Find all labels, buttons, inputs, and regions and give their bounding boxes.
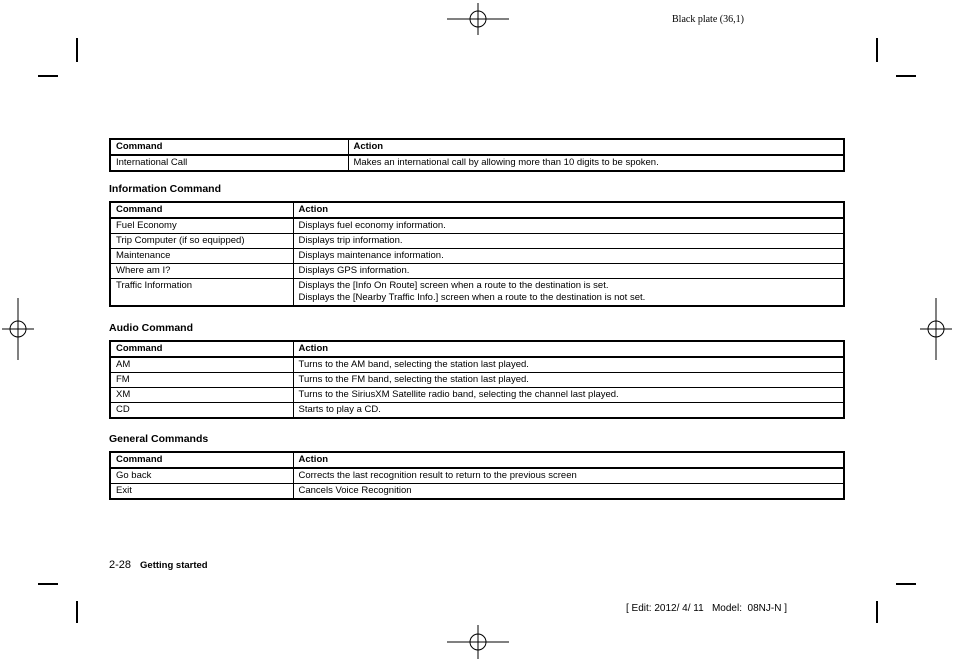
table-header-row bbox=[110, 341, 844, 357]
action-line: Displays the [Nearby Traffic Info.] screen when a route to the destination is not set. bbox=[298, 292, 646, 303]
table-header-row bbox=[110, 202, 844, 218]
table-row bbox=[110, 234, 844, 249]
table-header-row bbox=[110, 452, 844, 468]
information-command-table bbox=[109, 201, 845, 307]
table-row bbox=[110, 249, 844, 264]
column-header-action: Action bbox=[293, 202, 844, 218]
command-cell: Exit bbox=[110, 484, 293, 500]
table-row bbox=[110, 403, 844, 419]
table-row bbox=[110, 218, 844, 234]
table-row bbox=[110, 468, 844, 484]
registration-mark-right-icon bbox=[920, 298, 952, 360]
action-cell bbox=[293, 279, 844, 307]
command-cell: Where am I? bbox=[110, 264, 293, 279]
column-header-command: Command bbox=[110, 341, 293, 357]
command-cell: XM bbox=[110, 388, 293, 403]
crop-mark-top-right-h bbox=[896, 75, 916, 77]
general-command-table bbox=[109, 451, 845, 500]
action-cell: Displays fuel economy information. bbox=[293, 218, 844, 234]
table-row bbox=[110, 484, 844, 500]
footer-section-title: Getting started bbox=[140, 560, 208, 571]
action-cell: Turns to the SiriusXM Satellite radio band, selecting the channel last played. bbox=[293, 388, 844, 403]
command-cell: Trip Computer (if so equipped) bbox=[110, 234, 293, 249]
command-cell: Fuel Economy bbox=[110, 218, 293, 234]
command-cell: International Call bbox=[110, 155, 348, 171]
table-row bbox=[110, 155, 844, 171]
column-header-command: Command bbox=[110, 452, 293, 468]
command-cell: CD bbox=[110, 403, 293, 419]
column-header-command: Command bbox=[110, 139, 348, 155]
action-cell: Turns to the FM band, selecting the station last played. bbox=[293, 373, 844, 388]
column-header-command: Command bbox=[110, 202, 293, 218]
crop-mark-top-left-h bbox=[38, 75, 58, 77]
command-cell: AM bbox=[110, 357, 293, 373]
page-number: 2-28 bbox=[109, 559, 132, 571]
table-header-row bbox=[110, 139, 844, 155]
page-footer bbox=[109, 559, 208, 571]
column-header-action: Action bbox=[293, 452, 844, 468]
section-heading-information: Information Command bbox=[109, 183, 221, 195]
action-cell: Cancels Voice Recognition bbox=[293, 484, 844, 500]
command-cell: Go back bbox=[110, 468, 293, 484]
column-header-action: Action bbox=[293, 341, 844, 357]
section-heading-general: General Commands bbox=[109, 433, 209, 445]
crop-mark-bottom-left-v bbox=[76, 601, 78, 623]
registration-mark-bottom-icon bbox=[447, 625, 509, 659]
plate-label: Black plate (36,1) bbox=[672, 14, 744, 25]
section-heading-audio: Audio Command bbox=[109, 322, 193, 334]
registration-mark-top-icon bbox=[447, 3, 509, 35]
command-cell: Traffic Information bbox=[110, 279, 293, 307]
action-cell: Displays maintenance information. bbox=[293, 249, 844, 264]
command-cell: FM bbox=[110, 373, 293, 388]
command-cell: Maintenance bbox=[110, 249, 293, 264]
action-cell: Turns to the AM band, selecting the station last played. bbox=[293, 357, 844, 373]
column-header-action: Action bbox=[348, 139, 844, 155]
phone-command-table bbox=[109, 138, 845, 172]
action-cell: Makes an international call by allowing more than 10 digits to be spoken. bbox=[348, 155, 844, 171]
table-row bbox=[110, 357, 844, 373]
crop-mark-top-left-v bbox=[76, 38, 78, 62]
registration-mark-left-icon bbox=[2, 298, 34, 360]
action-cell: Starts to play a CD. bbox=[293, 403, 844, 419]
action-cell: Displays trip information. bbox=[293, 234, 844, 249]
crop-mark-bottom-left-h bbox=[38, 583, 58, 585]
table-row bbox=[110, 388, 844, 403]
table-row bbox=[110, 264, 844, 279]
crop-mark-bottom-right-v bbox=[876, 601, 878, 623]
crop-mark-bottom-right-h bbox=[896, 583, 916, 585]
audio-command-table bbox=[109, 340, 845, 419]
crop-mark-top-right-v bbox=[876, 38, 878, 62]
action-cell: Corrects the last recognition result to return to the previous screen bbox=[293, 468, 844, 484]
table-row bbox=[110, 279, 844, 307]
edit-info: [ Edit: 2012/ 4/ 11 Model: 08NJ-N ] bbox=[626, 603, 788, 614]
table-row bbox=[110, 373, 844, 388]
action-cell: Displays GPS information. bbox=[293, 264, 844, 279]
action-line: Displays the [Info On Route] screen when a route to the destination is set. bbox=[298, 280, 609, 291]
